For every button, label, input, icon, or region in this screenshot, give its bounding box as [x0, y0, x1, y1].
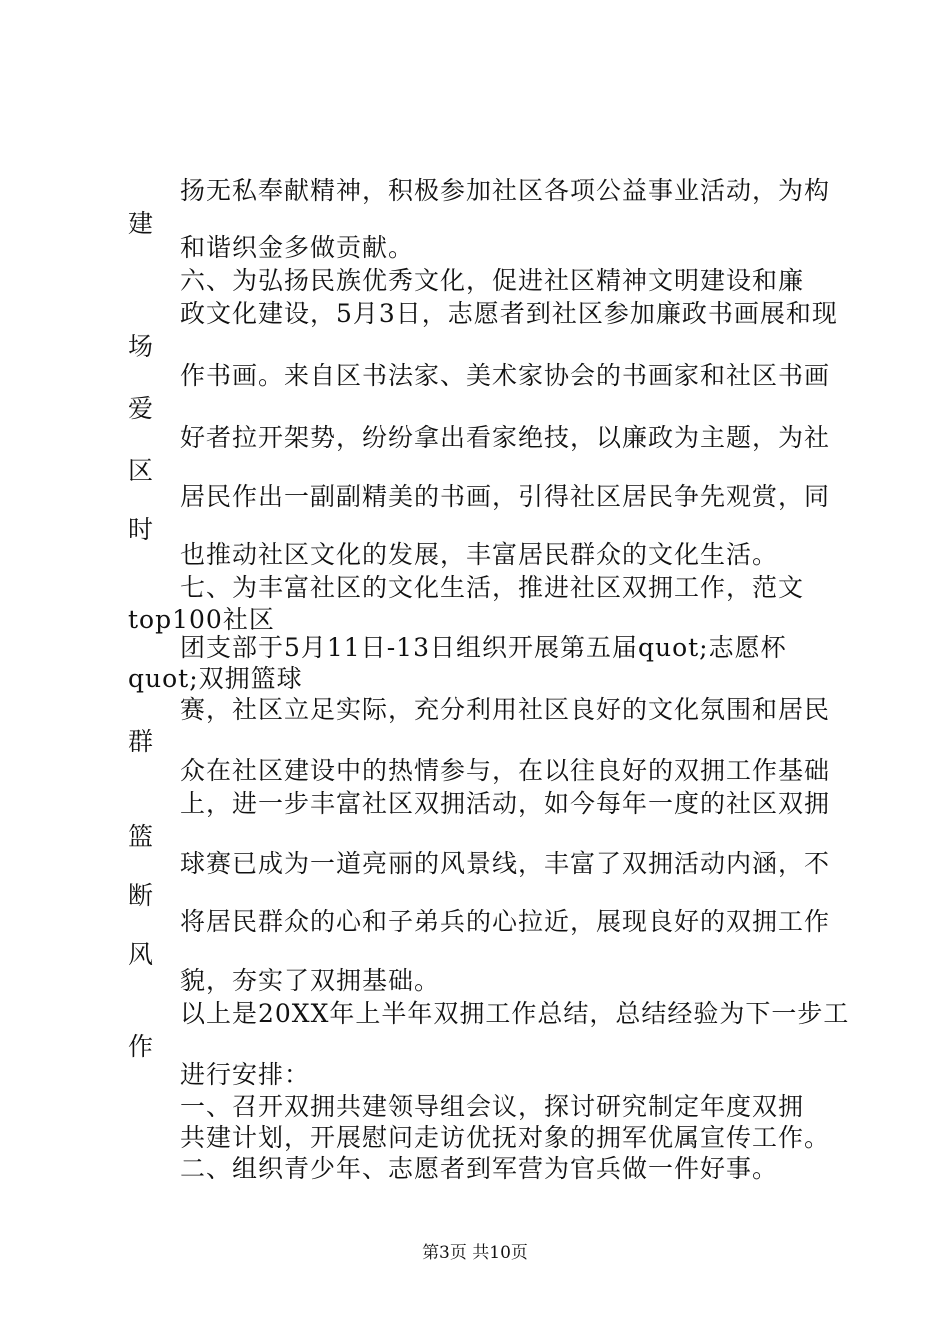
- text-line-7: 作书画。来自区书法家、美术家协会的书画家和社区书画: [180, 361, 831, 390]
- text-line-12: 时: [128, 515, 155, 544]
- text-line-4: 六、为弘扬民族优秀文化，促进社区精神文明建设和廉: [180, 266, 805, 295]
- text-line-17: quot;双拥篮球: [128, 664, 303, 693]
- text-line-26: 风: [128, 940, 155, 969]
- text-line-27: 貌，夯实了双拥基础。: [180, 966, 441, 995]
- text-line-25: 将居民群众的心和子弟兵的心拉近，展现良好的双拥工作: [180, 907, 831, 936]
- text-line-29: 作: [128, 1032, 155, 1061]
- text-line-14: 七、为丰富社区的文化生活，推进社区双拥工作，范文: [180, 573, 805, 602]
- text-line-6: 场: [128, 332, 155, 361]
- text-line-18: 赛，社区立足实际，充分利用社区良好的文化氛围和居民: [180, 695, 831, 724]
- text-line-2: 建: [128, 209, 155, 238]
- text-line-11: 居民作出一副副精美的书画，引得社区居民争先观赏，同: [180, 482, 831, 511]
- text-line-8: 爱: [128, 394, 155, 423]
- text-line-24: 断: [128, 881, 155, 910]
- text-line-33: 二、组织青少年、志愿者到军营为官兵做一件好事。: [180, 1154, 779, 1183]
- text-line-10: 区: [128, 456, 155, 485]
- text-line-30: 进行安排：: [180, 1060, 311, 1089]
- text-line-20: 众在社区建设中的热情参与，在以往良好的双拥工作基础: [180, 756, 831, 785]
- text-line-22: 篮: [128, 822, 155, 851]
- text-line-32: 共建计划，开展慰问走访优抚对象的拥军优属宣传工作。: [180, 1123, 831, 1152]
- text-line-19: 群: [128, 727, 155, 756]
- text-line-9: 好者拉开架势，纷纷拿出看家绝技，以廉政为主题，为社: [180, 423, 831, 452]
- page-number-footer: 第3页 共10页: [422, 1243, 528, 1263]
- text-line-15: top100社区: [128, 605, 275, 634]
- text-line-3: 和谐织金多做贡献。: [180, 233, 415, 262]
- text-line-5: 政文化建设，5月3日，志愿者到社区参加廉政书画展和现: [180, 299, 838, 328]
- text-line-1: 扬无私奉献精神，积极参加社区各项公益事业活动，为构: [180, 176, 831, 205]
- text-line-28: 以上是20XX年上半年双拥工作总结，总结经验为下一步工: [180, 999, 850, 1028]
- text-line-16: 团支部于5月11日-13日组织开展第五届quot;志愿杯: [180, 633, 787, 662]
- text-line-23: 球赛已成为一道亮丽的风景线，丰富了双拥活动内涵，不: [180, 849, 831, 878]
- text-line-31: 一、召开双拥共建领导组会议，探讨研究制定年度双拥: [180, 1092, 805, 1121]
- text-line-13: 也推动社区文化的发展，丰富居民群众的文化生活。: [180, 540, 779, 569]
- text-line-21: 上，进一步丰富社区双拥活动，如今每年一度的社区双拥: [180, 789, 831, 818]
